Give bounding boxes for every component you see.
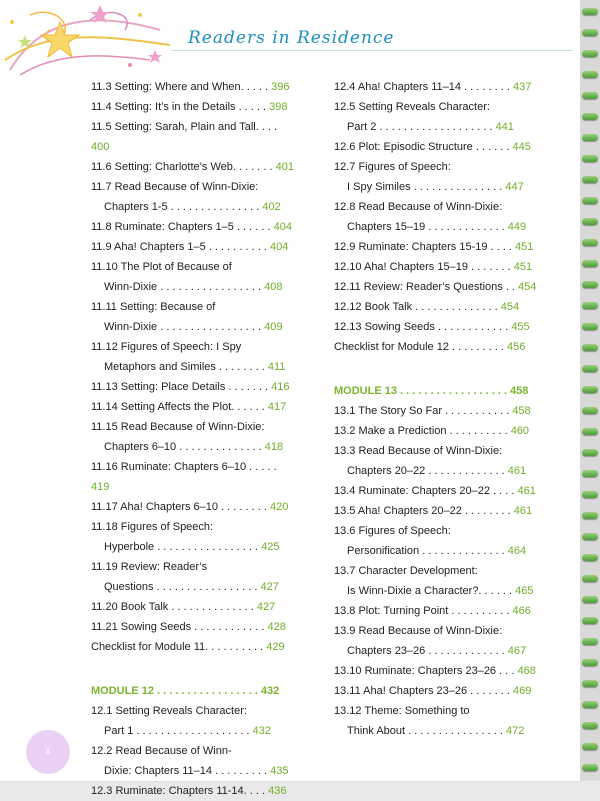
- toc-entry: [91, 157, 296, 177]
- module-page: 458: [510, 385, 529, 397]
- toc-entry-line: [334, 137, 540, 157]
- toc-entry-text: 13.5 Aha! Chapters 20–22 . . . . . . . .: [334, 505, 514, 517]
- toc-entry-page: 401: [275, 161, 295, 173]
- toc-entry-text: Chapters 1-5 . . . . . . . . . . . . . . .: [104, 201, 263, 213]
- toc-entry-page: 454: [518, 281, 537, 293]
- binding-coil: [582, 491, 598, 498]
- toc-entry: [334, 701, 540, 741]
- toc-entry-text: 11.11 Setting: Because of: [91, 301, 216, 313]
- toc-entry-line: [334, 461, 540, 481]
- toc-entry: [334, 237, 540, 257]
- toc-entry: [334, 561, 540, 601]
- toc-entry-line: [334, 217, 540, 237]
- module-12-heading: [91, 681, 296, 701]
- toc-entry: [91, 701, 296, 741]
- toc-entry-text: 13.10 Ruminate: Chapters 23–26 . . .: [334, 665, 518, 677]
- binding-coil: [582, 281, 598, 288]
- toc-entry: [91, 177, 296, 217]
- toc-entry-page: 461: [513, 505, 533, 517]
- toc-entry-text: 11.19 Review: Reader’s: [91, 561, 208, 573]
- toc-entry-page: 398: [269, 101, 288, 113]
- toc-entry-page: 418: [264, 441, 284, 453]
- toc-entry-line: [334, 661, 540, 681]
- toc-entry: [91, 417, 296, 457]
- toc-entry-page: 402: [262, 201, 281, 213]
- toc-entry-page: 417: [267, 401, 287, 413]
- binding-coil: [582, 512, 598, 519]
- toc-entry-page: 435: [270, 765, 289, 777]
- toc-entry: [91, 457, 296, 497]
- toc-entry: [91, 597, 296, 617]
- toc-entry-line: [91, 177, 296, 197]
- toc-entry: [91, 741, 296, 781]
- binding-coil: [582, 239, 598, 246]
- toc-entry-line: [91, 781, 296, 801]
- toc-entry-text: 11.6 Setting: Charlotte’s Web. . . . . . .: [91, 161, 276, 173]
- binding-coil: [582, 260, 598, 267]
- toc-entry-page: 445: [512, 141, 531, 153]
- toc-entry-text: 13.4 Ruminate: Chapters 20–22 . . . .: [334, 485, 518, 497]
- binding-coil: [582, 197, 598, 204]
- toc-entry-text: 11.14 Setting Affects the Plot. . . . . .: [91, 401, 268, 413]
- binding-coil: [582, 176, 598, 183]
- binding-coil: [582, 722, 598, 729]
- toc-entry-text: 13.3 Read Because of Winn-Dixie:: [334, 445, 503, 457]
- toc-entry-page: 396: [271, 81, 290, 93]
- toc-entry-text: 12.13 Sowing Seeds . . . . . . . . . . . .: [334, 321, 512, 333]
- toc-entry: [334, 317, 540, 337]
- toc-entry: [91, 77, 296, 97]
- toc-entry-line: [91, 497, 296, 517]
- toc-entry-text: 12.3 Ruminate: Chapters 11-14. . . .: [91, 785, 269, 797]
- toc-entry: [91, 117, 296, 157]
- toc-entry-line: [334, 277, 540, 297]
- toc-entry-line: [91, 237, 296, 257]
- toc-entry-line: [91, 721, 296, 741]
- binding-coil: [582, 344, 598, 351]
- toc-entry: [334, 277, 540, 297]
- toc-entry-text: 11.18 Figures of Speech:: [91, 521, 214, 533]
- toc-entry: [334, 621, 540, 661]
- toc-entry-page: 409: [264, 321, 283, 333]
- binding-coil: [582, 449, 598, 456]
- toc-entry-text: Part 2 . . . . . . . . . . . . . . . . . . .: [347, 121, 496, 133]
- toc-entry-page: 451: [514, 241, 534, 253]
- toc-entry: [91, 257, 296, 297]
- toc-entry-line: [91, 317, 296, 337]
- toc-entry-line: [334, 421, 540, 441]
- toc-entry-text: 12.5 Setting Reveals Character:: [334, 101, 490, 113]
- toc-entry-line: [91, 741, 296, 761]
- toc-entry-page: 425: [261, 541, 280, 553]
- toc-entry-line: [91, 537, 296, 557]
- toc-entry: [91, 97, 296, 117]
- toc-entry: [91, 237, 296, 257]
- page-number: x: [45, 746, 51, 757]
- toc-entry: [334, 521, 540, 561]
- toc-entry: [91, 397, 296, 417]
- toc-entry-text: Metaphors and Similes . . . . . . . .: [104, 361, 268, 373]
- toc-entry: [334, 681, 540, 701]
- binding-coil: [582, 134, 598, 141]
- toc-entry-line: [334, 157, 540, 177]
- binding-coil: [582, 533, 598, 540]
- toc-entry-page: 411: [267, 361, 286, 373]
- toc-entry-line: [334, 561, 540, 581]
- toc-entry-line: [334, 481, 540, 501]
- toc-entry-page: 447: [505, 181, 524, 193]
- toc-entry-line: [91, 277, 296, 297]
- toc-entry-page: 428: [267, 621, 286, 633]
- toc-entry-line: [334, 601, 540, 621]
- toc-entry-text: 13.7 Character Development:: [334, 565, 478, 577]
- toc-entry-line: [334, 77, 540, 97]
- toc-entry-line: [91, 437, 296, 457]
- binding-coil: [582, 50, 598, 57]
- toc-entry-page: 461: [507, 465, 527, 477]
- toc-entry-text: 12.6 Plot: Episodic Structure . . . . . .: [334, 141, 513, 153]
- toc-entry-text: 11.21 Sowing Seeds . . . . . . . . . . . .: [91, 621, 268, 633]
- toc-entry: [91, 297, 296, 337]
- toc-entry-text: Dixie: Chapters 11–14 . . . . . . . . .: [104, 765, 271, 777]
- toc-entry-text: I Spy Similes . . . . . . . . . . . . . . .: [347, 181, 506, 193]
- toc-entry-text: Hyperbole . . . . . . . . . . . . . . . . .: [104, 541, 262, 553]
- toc-entry-line: [91, 577, 296, 597]
- toc-entry-text: 12.4 Aha! Chapters 11–14 . . . . . . . .: [334, 81, 513, 93]
- toc-entry-line: [91, 761, 296, 781]
- binding-coil: [582, 92, 598, 99]
- binding-coil: [582, 701, 598, 708]
- toc-entry-line: [334, 237, 540, 257]
- toc-entry-line: [91, 337, 296, 357]
- toc-entry-text: Winn-Dixie . . . . . . . . . . . . . . . . .: [104, 321, 265, 333]
- binding-coil: [582, 596, 598, 603]
- toc-entry-line: [334, 681, 540, 701]
- toc-entry-text: Chapters 23–26 . . . . . . . . . . . . .: [347, 645, 508, 657]
- toc-entry-page: 451: [513, 261, 533, 273]
- toc-entry-line: [91, 417, 296, 437]
- toc-entry-line: [91, 517, 296, 537]
- toc-entry-line: [334, 97, 540, 117]
- swirl-star-decoration: [0, 0, 180, 80]
- toc-entry-line: [91, 197, 296, 217]
- toc-entry: [334, 421, 540, 441]
- toc-entry-text: 13.8 Plot: Turning Point . . . . . . . . . .: [334, 605, 513, 617]
- toc-entry-page: 404: [273, 221, 292, 233]
- toc-entry-text: 13.12 Theme: Something to: [334, 705, 470, 717]
- toc-entry-page: 458: [512, 405, 531, 417]
- toc-entry: [334, 481, 540, 501]
- toc-entry-line: [91, 117, 296, 157]
- toc-entry-line: [334, 501, 540, 521]
- toc-entry-text: 12.12 Book Talk . . . . . . . . . . . . . .: [334, 301, 501, 313]
- toc-entry-line: [334, 297, 540, 317]
- toc-entry-line: [334, 177, 540, 197]
- toc-entry-page: 468: [517, 665, 536, 677]
- toc-entry-text: 12.11 Review: Reader’s Questions . .: [334, 281, 519, 293]
- toc-entry-page: 455: [511, 321, 530, 333]
- toc-entry: [91, 377, 296, 397]
- binding-coil: [582, 155, 598, 162]
- spiral-binding: [580, 0, 600, 781]
- toc-entry-text: 12.8 Read Because of Winn-Dixie:: [334, 201, 503, 213]
- module-label: MODULE 13 . . . . . . . . . . . . . . . . . .: [334, 385, 511, 397]
- toc-entry-line: [334, 721, 540, 741]
- toc-entry-line: [334, 197, 540, 217]
- toc-entry-text: 11.13 Setting: Place Details . . . . . . .: [91, 381, 272, 393]
- toc-entry-text: Winn-Dixie . . . . . . . . . . . . . . . . .: [104, 281, 265, 293]
- toc-entry-line: [91, 557, 296, 577]
- toc-entry: [91, 497, 296, 517]
- toc-entry: [91, 337, 296, 377]
- toc-entry: [334, 77, 540, 97]
- binding-coil: [582, 323, 598, 330]
- toc-entry-page: 427: [256, 601, 276, 613]
- toc-entry: [334, 501, 540, 521]
- toc-entry: [334, 257, 540, 277]
- binding-coil: [582, 29, 598, 36]
- binding-coil: [582, 302, 598, 309]
- binding-coil: [582, 71, 598, 78]
- toc-entry-page: 429: [266, 641, 285, 653]
- toc-entry: [334, 601, 540, 621]
- toc-entry-text: 11.17 Aha! Chapters 6–10 . . . . . . . .: [91, 501, 270, 513]
- toc-entry-line: [91, 257, 296, 277]
- toc-entry-line: [334, 641, 540, 661]
- binding-coil: [582, 680, 598, 687]
- toc-entry-page: 466: [512, 605, 531, 617]
- toc-entry: [334, 401, 540, 421]
- toc-entry-page: 437: [512, 81, 532, 93]
- toc-entry-text: Checklist for Module 11. . . . . . . . . .: [91, 641, 267, 653]
- binding-coil: [582, 428, 598, 435]
- module-page: 432: [260, 685, 280, 697]
- toc-entry: [334, 97, 540, 137]
- toc-left-column: [91, 77, 296, 801]
- toc-entry: [91, 781, 296, 801]
- toc-entry-page: 461: [517, 485, 536, 497]
- toc-entry-text: 11.9 Aha! Chapters 1–5 . . . . . . . . . .: [91, 241, 270, 253]
- binding-coil: [582, 218, 598, 225]
- toc-entry-line: [91, 617, 296, 637]
- toc-entry: [91, 517, 296, 557]
- toc-entry-line: [91, 357, 296, 377]
- toc-entry-text: Questions . . . . . . . . . . . . . . . . .: [104, 581, 261, 593]
- toc-entry-page: 436: [268, 785, 287, 797]
- toc-entry-line: [334, 521, 540, 541]
- toc-entry-text: 11.12 Figures of Speech: I Spy: [91, 341, 242, 353]
- binding-coil: [582, 365, 598, 372]
- toc-entry: [91, 557, 296, 597]
- binding-coil: [582, 659, 598, 666]
- toc-entry-text: 11.8 Ruminate: Chapters 1–5 . . . . . .: [91, 221, 274, 233]
- page-number-badge: [26, 730, 70, 774]
- toc-entry: [91, 637, 296, 657]
- toc-entry: [334, 441, 540, 481]
- toc-entry-line: [91, 397, 296, 417]
- toc-entry-line: [334, 257, 540, 277]
- toc-entry-page: 454: [500, 301, 520, 313]
- binding-coil: [582, 554, 598, 561]
- toc-entry-line: [91, 377, 296, 397]
- toc-entry-text: Think About . . . . . . . . . . . . . . . .: [347, 725, 506, 737]
- toc-entry-line: [91, 297, 296, 317]
- toc-entry-line: [334, 441, 540, 461]
- toc-entry-text: 11.7 Read Because of Winn-Dixie:: [91, 181, 259, 193]
- toc-entry-page: 460: [510, 425, 530, 437]
- toc-entry-text: 12.7 Figures of Speech:: [334, 161, 451, 173]
- toc-entry-text: Chapters 20–22 . . . . . . . . . . . . .: [347, 465, 508, 477]
- toc-entry-line: [334, 701, 540, 721]
- toc-entry-line: [91, 457, 296, 497]
- toc-entry-page: 408: [264, 281, 283, 293]
- binding-coil: [582, 764, 598, 771]
- toc-entry-text: 13.2 Make a Prediction . . . . . . . . . .: [334, 425, 511, 437]
- header-rule: [172, 50, 572, 51]
- binding-coil: [582, 407, 598, 414]
- toc-entry-line: [334, 621, 540, 641]
- toc-entry-line: [334, 581, 540, 601]
- binding-coil: [582, 575, 598, 582]
- toc-entry-page: 464: [507, 545, 527, 557]
- toc-right-column: [334, 77, 540, 741]
- toc-entry: [334, 661, 540, 681]
- toc-entry-text: 11.5 Setting: Sarah, Plain and Tall. . . .: [91, 121, 278, 133]
- toc-entry-text: 11.3 Setting: Where and When. . . . .: [91, 81, 272, 93]
- toc-entry-page: 404: [269, 241, 289, 253]
- toc-entry-line: [334, 541, 540, 561]
- toc-entry-page: 432: [252, 725, 271, 737]
- toc-entry-page: 467: [507, 645, 527, 657]
- book-title: Readers in Residence: [188, 28, 395, 48]
- toc-entry-page: 449: [507, 221, 527, 233]
- toc-entry-text: Part 1 . . . . . . . . . . . . . . . . . . .: [104, 725, 253, 737]
- toc-entry-text: 11.16 Ruminate: Chapters 6–10 . . . . .: [91, 461, 277, 473]
- toc-entry-text: 12.10 Aha! Chapters 15–19 . . . . . . .: [334, 261, 514, 273]
- toc-entry-page: 419: [91, 481, 110, 493]
- toc-entry-text: Chapters 6–10 . . . . . . . . . . . . . .: [104, 441, 265, 453]
- module-13-heading: [334, 381, 540, 401]
- toc-entry-page: 456: [507, 341, 526, 353]
- toc-entry: [334, 197, 540, 237]
- toc-entry-line: [334, 117, 540, 137]
- toc-entry-text: 13.1 The Story So Far . . . . . . . . . . .: [334, 405, 513, 417]
- toc-entry-page: 472: [505, 725, 525, 737]
- binding-coil: [582, 386, 598, 393]
- toc-entry-text: 12.9 Ruminate: Chapters 15-19 . . . .: [334, 241, 515, 253]
- binding-coil: [582, 8, 598, 15]
- toc-entry-text: Is Winn-Dixie a Character?. . . . . .: [347, 585, 516, 597]
- toc-entry-page: 469: [512, 685, 532, 697]
- toc-entry-line: [91, 97, 296, 117]
- toc-entry-text: Checklist for Module 12 . . . . . . . . .: [334, 341, 508, 353]
- toc-entry: [91, 617, 296, 637]
- toc-entry: [334, 337, 540, 357]
- binding-coil: [582, 113, 598, 120]
- toc-entry-text: 13.11 Aha! Chapters 23–26 . . . . . . .: [334, 685, 513, 697]
- toc-entry-page: 400: [91, 141, 110, 153]
- toc-entry-line: [91, 217, 296, 237]
- toc-entry-text: Chapters 15–19 . . . . . . . . . . . . .: [347, 221, 508, 233]
- toc-entry-line: [91, 597, 296, 617]
- toc-entry-line: [334, 337, 540, 357]
- toc-entry-page: 420: [269, 501, 289, 513]
- toc-entry-text: 11.15 Read Because of Winn-Dixie:: [91, 421, 265, 433]
- toc-entry-page: 416: [271, 381, 290, 393]
- toc-entry-page: 465: [515, 585, 534, 597]
- toc-entry-line: [334, 317, 540, 337]
- toc-entry-text: 13.9 Read Because of Winn-Dixie:: [334, 625, 503, 637]
- toc-entry-line: [91, 157, 296, 177]
- toc-entry-text: 13.6 Figures of Speech:: [334, 525, 451, 537]
- toc-entry-text: Personification . . . . . . . . . . . . . .: [347, 545, 508, 557]
- binding-coil: [582, 470, 598, 477]
- binding-coil: [582, 743, 598, 750]
- toc-entry-line: [91, 637, 296, 657]
- toc-entry-text: 11.20 Book Talk . . . . . . . . . . . . . .: [91, 601, 257, 613]
- toc-entry-line: [91, 77, 296, 97]
- toc-entry: [334, 157, 540, 197]
- toc-entry-line: [334, 401, 540, 421]
- toc-entry-page: 441: [495, 121, 514, 133]
- toc-entry-text: 12.1 Setting Reveals Character:: [91, 705, 247, 717]
- toc-entry-line: [91, 701, 296, 721]
- toc-entry-text: 12.2 Read Because of Winn-: [91, 745, 232, 757]
- toc-entry: [334, 137, 540, 157]
- toc-entry-text: 11.4 Setting: It’s in the Details . . . . .: [91, 101, 270, 113]
- toc-entry-page: 427: [260, 581, 279, 593]
- binding-coil: [582, 638, 598, 645]
- toc-entry: [91, 217, 296, 237]
- binding-coil: [582, 617, 598, 624]
- toc-entry-text: 11.10 The Plot of Because of: [91, 261, 232, 273]
- module-label: MODULE 12 . . . . . . . . . . . . . . . . .: [91, 685, 261, 697]
- toc-entry: [334, 297, 540, 317]
